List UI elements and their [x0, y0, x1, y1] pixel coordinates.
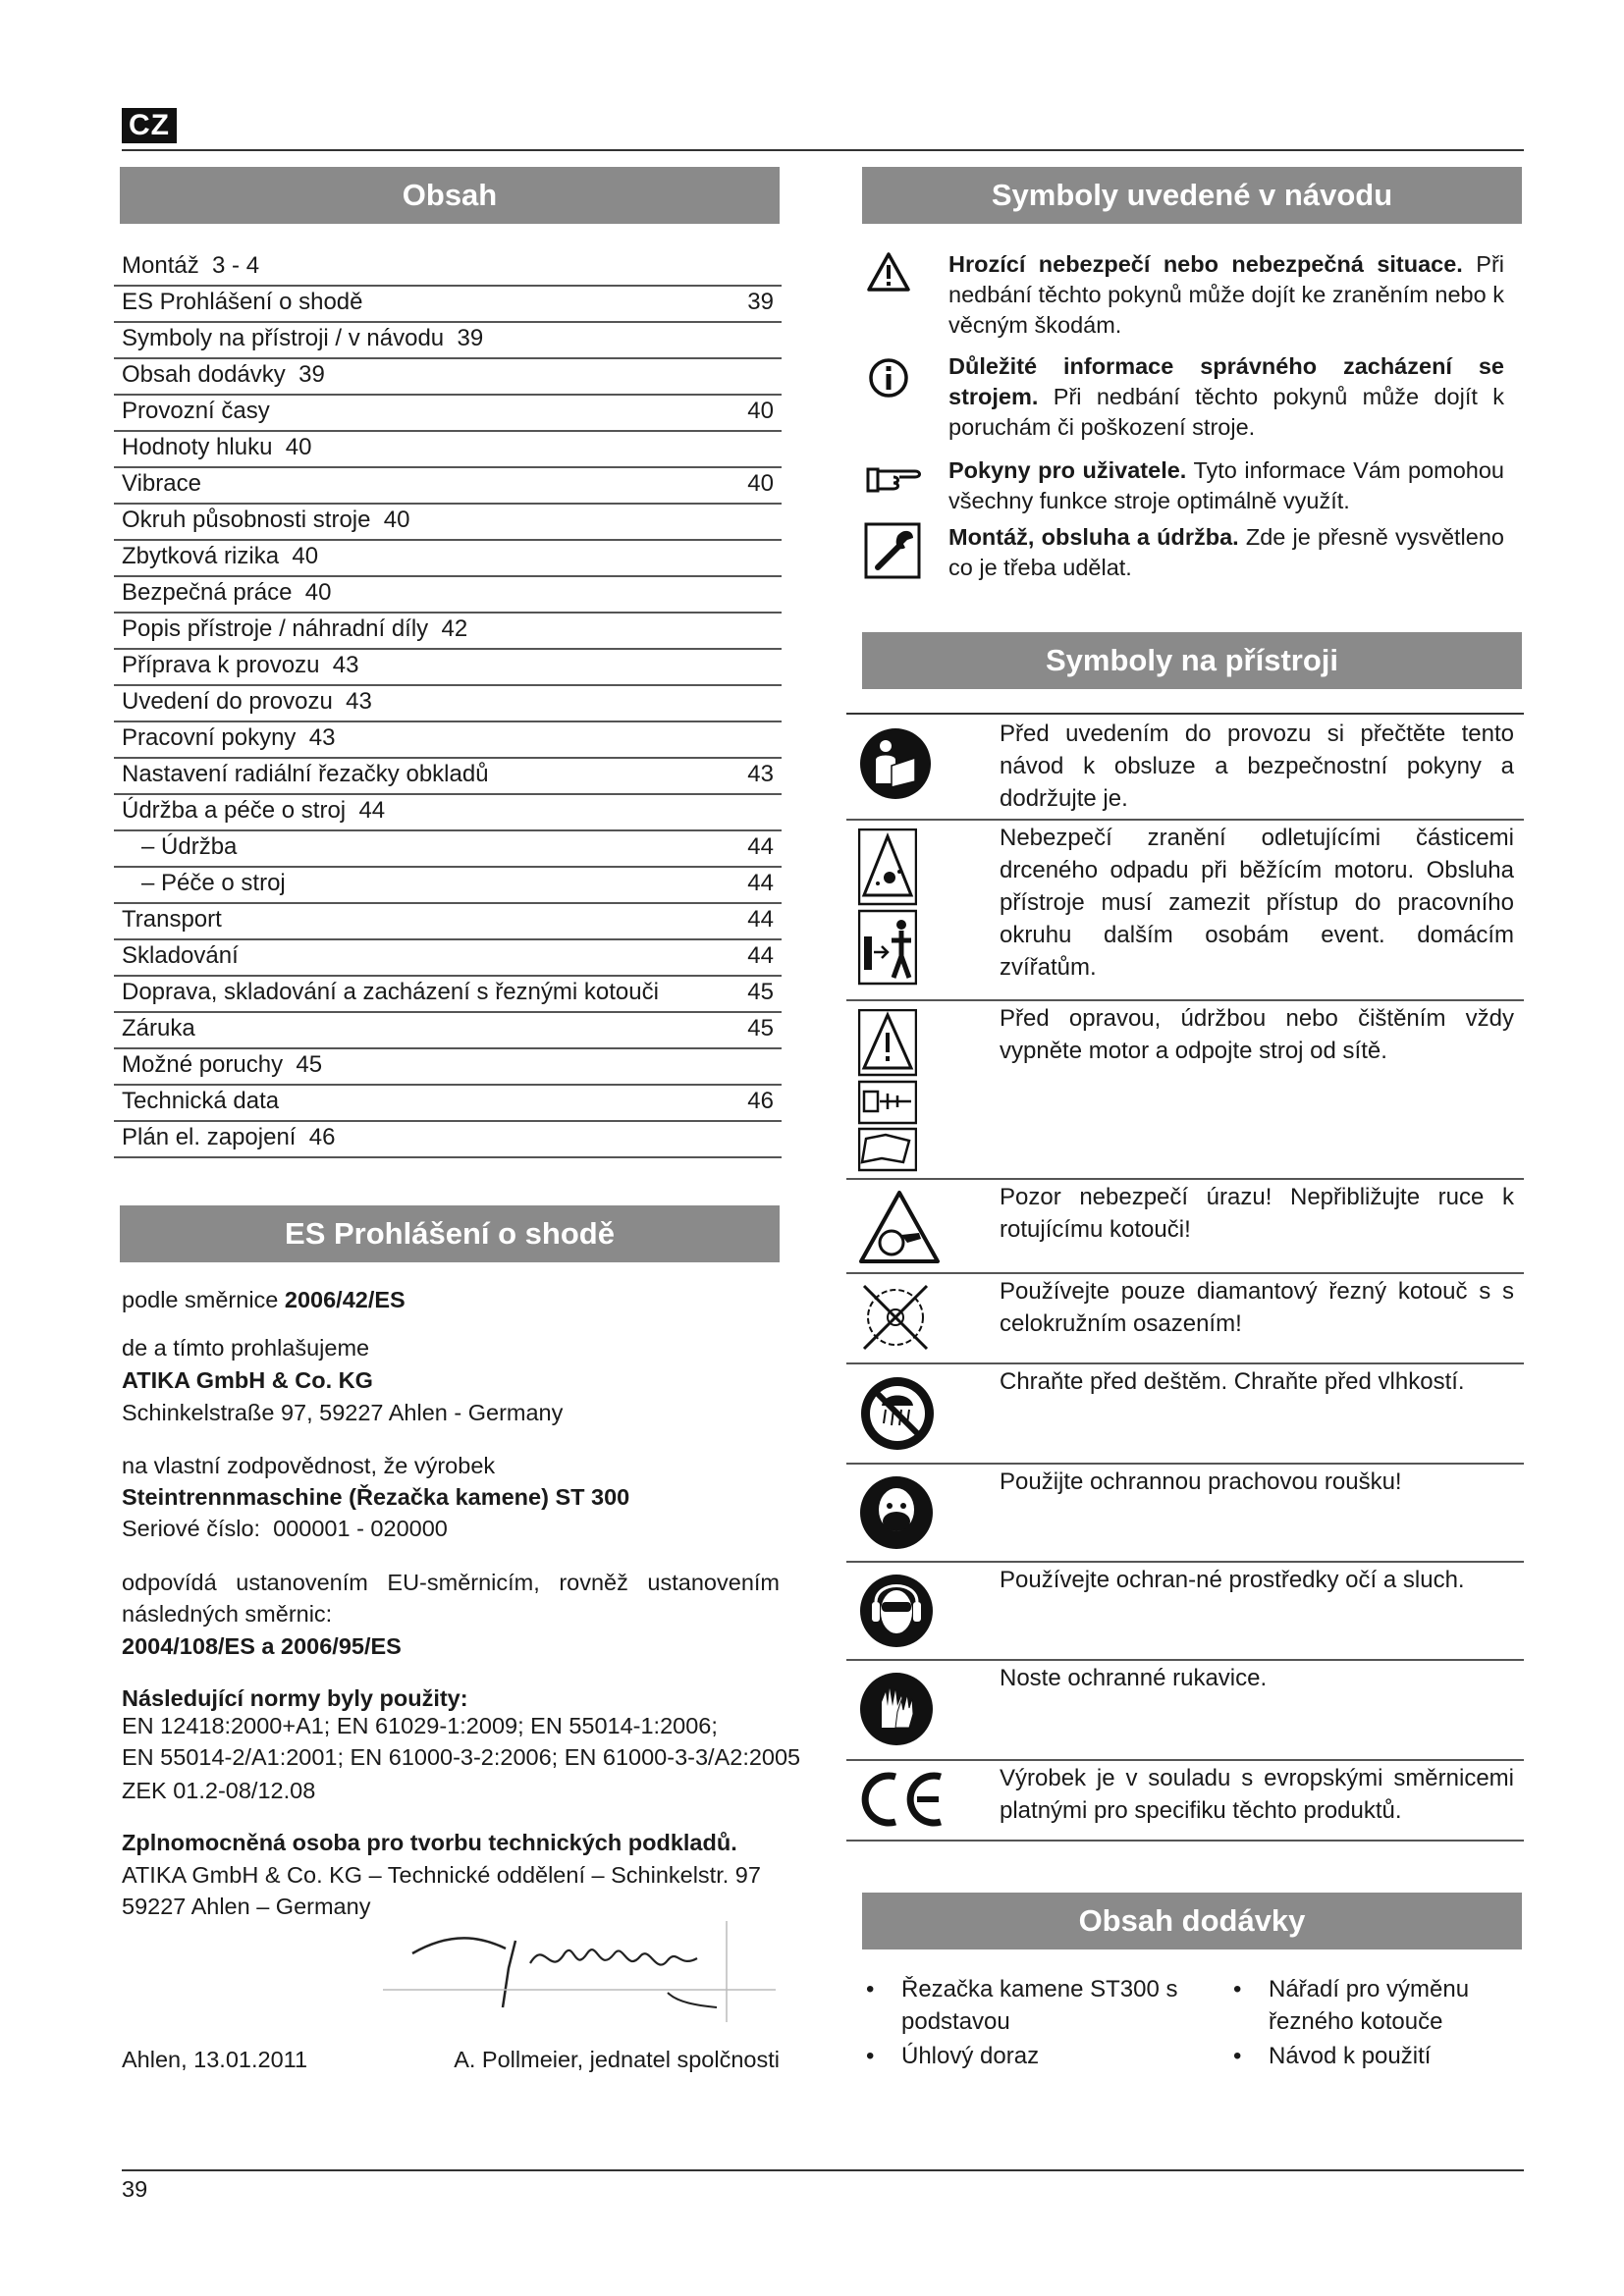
toc-item-label: Pracovní pokyny 43: [122, 724, 336, 751]
toc-item: [114, 976, 782, 1013]
blade-hand-warning-icon: [858, 1190, 941, 1264]
info-icon: [868, 357, 909, 399]
toc-item-label: Transport: [122, 906, 222, 933]
toc-item-label: Vibrace: [122, 470, 201, 497]
toc-item: [114, 1012, 782, 1049]
delivery-item: • Návod k použití: [1269, 2040, 1514, 2072]
dust-mask-icon: [858, 1474, 935, 1551]
norms-line-3: ZEK 01.2-08/12.08: [122, 1778, 316, 1803]
toc-item-label: – Údržba: [122, 833, 238, 860]
device-symbol-row: Před opravou, údržbou nebo čištěním vždy vypněte motor a odpojte stroj od sítě.: [846, 1001, 1524, 1180]
gloves-icon: [858, 1671, 935, 1747]
toc-item: [114, 286, 782, 323]
toc-item-label: Zbytková rizika 40: [122, 543, 319, 569]
toc-item: [114, 939, 782, 977]
delivery-item: • Nářadí pro výměnu řezného kotouče: [1269, 1973, 1514, 2038]
toc-item: [114, 395, 782, 432]
toc-item-label: Skladování: [122, 942, 239, 969]
toc-item-label: Hodnoty hluku 40: [122, 434, 312, 460]
device-symbol-row: Používejte pouze diamantový řezný kotouč s s celokružním osazením!: [846, 1274, 1524, 1364]
no-rain-icon: [858, 1374, 937, 1453]
toc-item: [114, 830, 782, 868]
toc-item-label: Příprava k provozu 43: [122, 652, 359, 678]
toc-item-page: 40: [747, 398, 774, 424]
toc-item-label: ES Prohlášení o shodě: [122, 289, 363, 315]
toc-item: [114, 613, 782, 650]
norms-line-2: EN 55014-2/A1:2001; EN 61000-3-2:2006; EN 61000-3-3/A2:2005: [122, 1744, 801, 1770]
toc-item: [114, 649, 782, 686]
footer-rule: [122, 2169, 1524, 2171]
declaration-signatory: A. Pollmeier, jednatel spolčnosti: [454, 2047, 780, 2072]
toc-item-page: 45: [747, 1015, 774, 1041]
toc-item-label: Montáž 3 - 4: [122, 252, 260, 279]
toc-item: [114, 540, 782, 577]
toc-item: [114, 1085, 782, 1122]
norms-title: Následující normy byly použity:: [122, 1685, 468, 1711]
device-symbol-row: Pozor nebezpečí úrazu! Nepřibližujte ruce k rotujícímu kotouči!: [846, 1180, 1524, 1274]
toc-item: [114, 794, 782, 831]
toc-item-page: 44: [747, 906, 774, 933]
device-symbols-title: Symboly na přístroji: [862, 632, 1522, 689]
toc-item-page: 44: [747, 870, 774, 896]
declaration-serial: Seriové číslo: 000001 - 020000: [122, 1516, 448, 1541]
device-symbol-row: Použijte ochrannou prachovou roušku!: [846, 1465, 1524, 1563]
pointing-hand-icon: [864, 463, 923, 497]
toc-item: [114, 685, 782, 722]
declaration-address: Schinkelstraße 97, 59227 Ahlen - Germany: [122, 1400, 564, 1425]
device-symbol-row: Před uvedením do provozu si přečtěte tento návod k obsluze a bezpečnostní pokyny a dodržujte je.: [846, 715, 1524, 821]
manual-symbol-text-2: Důležité informace správného zacházení se strojem. Při nedbání těchto pokynů může dojít k poruchám či poškození stroje.: [948, 353, 1504, 440]
declaration-place-date: Ahlen, 13.01.2011: [122, 2047, 308, 2072]
toc-item-page: 46: [747, 1088, 774, 1114]
toc-item: [114, 431, 782, 468]
toc-item-label: – Péče o stroj: [122, 870, 286, 896]
toc-item-page: 44: [747, 833, 774, 860]
toc-item: [114, 467, 782, 505]
toc-item-page: 45: [747, 979, 774, 1005]
toc-item-label: Okruh působnosti stroje 40: [122, 507, 410, 533]
toc-item: [114, 721, 782, 759]
toc-item-label: Obsah dodávky 39: [122, 361, 325, 388]
toc-item-page: 39: [747, 289, 774, 315]
warning-triangle-icon: [866, 251, 911, 293]
toc-item-label: Možné poruchy 45: [122, 1051, 323, 1078]
device-symbol-row: Noste ochranné rukavice.: [846, 1661, 1524, 1761]
flying-debris-icon: [858, 828, 917, 986]
toc-item-page: 44: [747, 942, 774, 969]
device-symbol-row: Nebezpečí zranění odletujícími částicemi drceného odpadu při běžícím motoru. Obsluha přístroje musí zamezit přístup do pracovního okruhu dalším osobám event. domácím zvířatům.: [846, 821, 1524, 1001]
wrench-icon: [864, 522, 921, 579]
language-badge: CZ: [122, 108, 177, 143]
declaration-directive: podle směrnice 2006/42/ES: [122, 1287, 406, 1312]
declaration-directives: 2004/108/ES a 2006/95/ES: [122, 1633, 402, 1659]
header-rule: [122, 149, 1524, 151]
toc-item: [114, 903, 782, 940]
eye-ear-protection-icon: [858, 1573, 935, 1649]
declaration-company: ATIKA GmbH & Co. KG: [122, 1367, 373, 1393]
diamond-blade-icon: [858, 1280, 933, 1355]
toc-title: Obsah: [120, 167, 780, 224]
delivery-item: • Úhlový doraz: [901, 2040, 1196, 2072]
ce-mark-icon: [858, 1769, 948, 1830]
toc-item-page: 40: [747, 470, 774, 497]
toc-item-label: Uvedení do provozu 43: [122, 688, 372, 715]
toc-item-label: Popis přístroje / náhradní díly 42: [122, 615, 468, 642]
unplug-warning-icon: [858, 1009, 917, 1172]
authorized-line-2: 59227 Ahlen – Germany: [122, 1894, 371, 1919]
authorized-line-1: ATIKA GmbH & Co. KG – Technické oddělení – Schinkelstr. 97: [122, 1862, 761, 1888]
declaration-conformity: odpovídá ustanovením EU-směrnicím, rovněž ustanovením následných směrnic:: [122, 1570, 780, 1627]
toc-item-label: Provozní časy: [122, 398, 270, 424]
toc-item: [114, 358, 782, 396]
toc-item-label: Nastavení radiální řezačky obkladů: [122, 761, 489, 787]
toc-item: [114, 249, 782, 287]
delivery-item: • Řezačka kamene ST300 s podstavou: [901, 1973, 1196, 2038]
toc-item: [114, 1048, 782, 1086]
authorized-title: Zplnomocněná osoba pro tvorbu technických podkladů.: [122, 1830, 737, 1855]
manual-symbol-text-3: Pokyny pro uživatele. Tyto informace Vám pomohou všechny funkce stroje optimálně využít.: [948, 457, 1504, 513]
toc-item: [114, 322, 782, 359]
device-symbol-row: Používejte ochran-né prostředky očí a sluch.: [846, 1563, 1524, 1661]
toc-item: [114, 867, 782, 904]
device-symbol-row: Výrobek je v souladu s evropskými směrnicemi platnými pro specifiku těchto produktů.: [846, 1761, 1524, 1842]
toc-item-page: 43: [747, 761, 774, 787]
toc-item-label: Doprava, skladování a zacházení s řeznými kotouči: [122, 979, 659, 1005]
toc-item: [114, 1121, 782, 1158]
declaration-title: ES Prohlášení o shodě: [120, 1205, 780, 1262]
toc-item-label: Záruka: [122, 1015, 195, 1041]
toc-item: [114, 758, 782, 795]
toc-item: [114, 576, 782, 614]
declaration-intro: de a tímto prohlašujeme: [122, 1335, 370, 1361]
device-symbol-row: Chraňte před deštěm. Chraňte před vlhkostí.: [846, 1364, 1524, 1465]
toc-item-label: Plán el. zapojení 46: [122, 1124, 336, 1150]
toc-item-label: Symboly na přístroji / v návodu 39: [122, 325, 484, 351]
declaration-responsibility: na vlastní zodpovědnost, že výrobek: [122, 1453, 496, 1478]
read-manual-icon: [858, 726, 933, 801]
toc-item: [114, 504, 782, 541]
manual-symbol-text-1: Hrozící nebezpečí nebo nebezpečná situace. Při nedbání těchto pokynů může dojít ke zraněním nebo k věcným škodám.: [948, 251, 1504, 338]
norms-line-1: EN 12418:2000+A1; EN 61029-1:2009; EN 55014-1:2006;: [122, 1713, 718, 1738]
manual-symbols-title: Symboly uvedené v návodu: [862, 167, 1522, 224]
toc-item-label: Bezpečná práce 40: [122, 579, 332, 606]
page-number: 39: [122, 2176, 148, 2202]
delivery-title: Obsah dodávky: [862, 1893, 1522, 1949]
toc-item-label: Údržba a péče o stroj 44: [122, 797, 386, 824]
manual-symbol-text-4: Montáž, obsluha a údržba. Zde je přesně vysvětleno co je třeba udělat.: [948, 524, 1504, 580]
toc-item-label: Technická data: [122, 1088, 280, 1114]
signature: [373, 1919, 785, 2027]
declaration-product: Steintrennmaschine (Řezačka kamene) ST 300: [122, 1484, 630, 1510]
